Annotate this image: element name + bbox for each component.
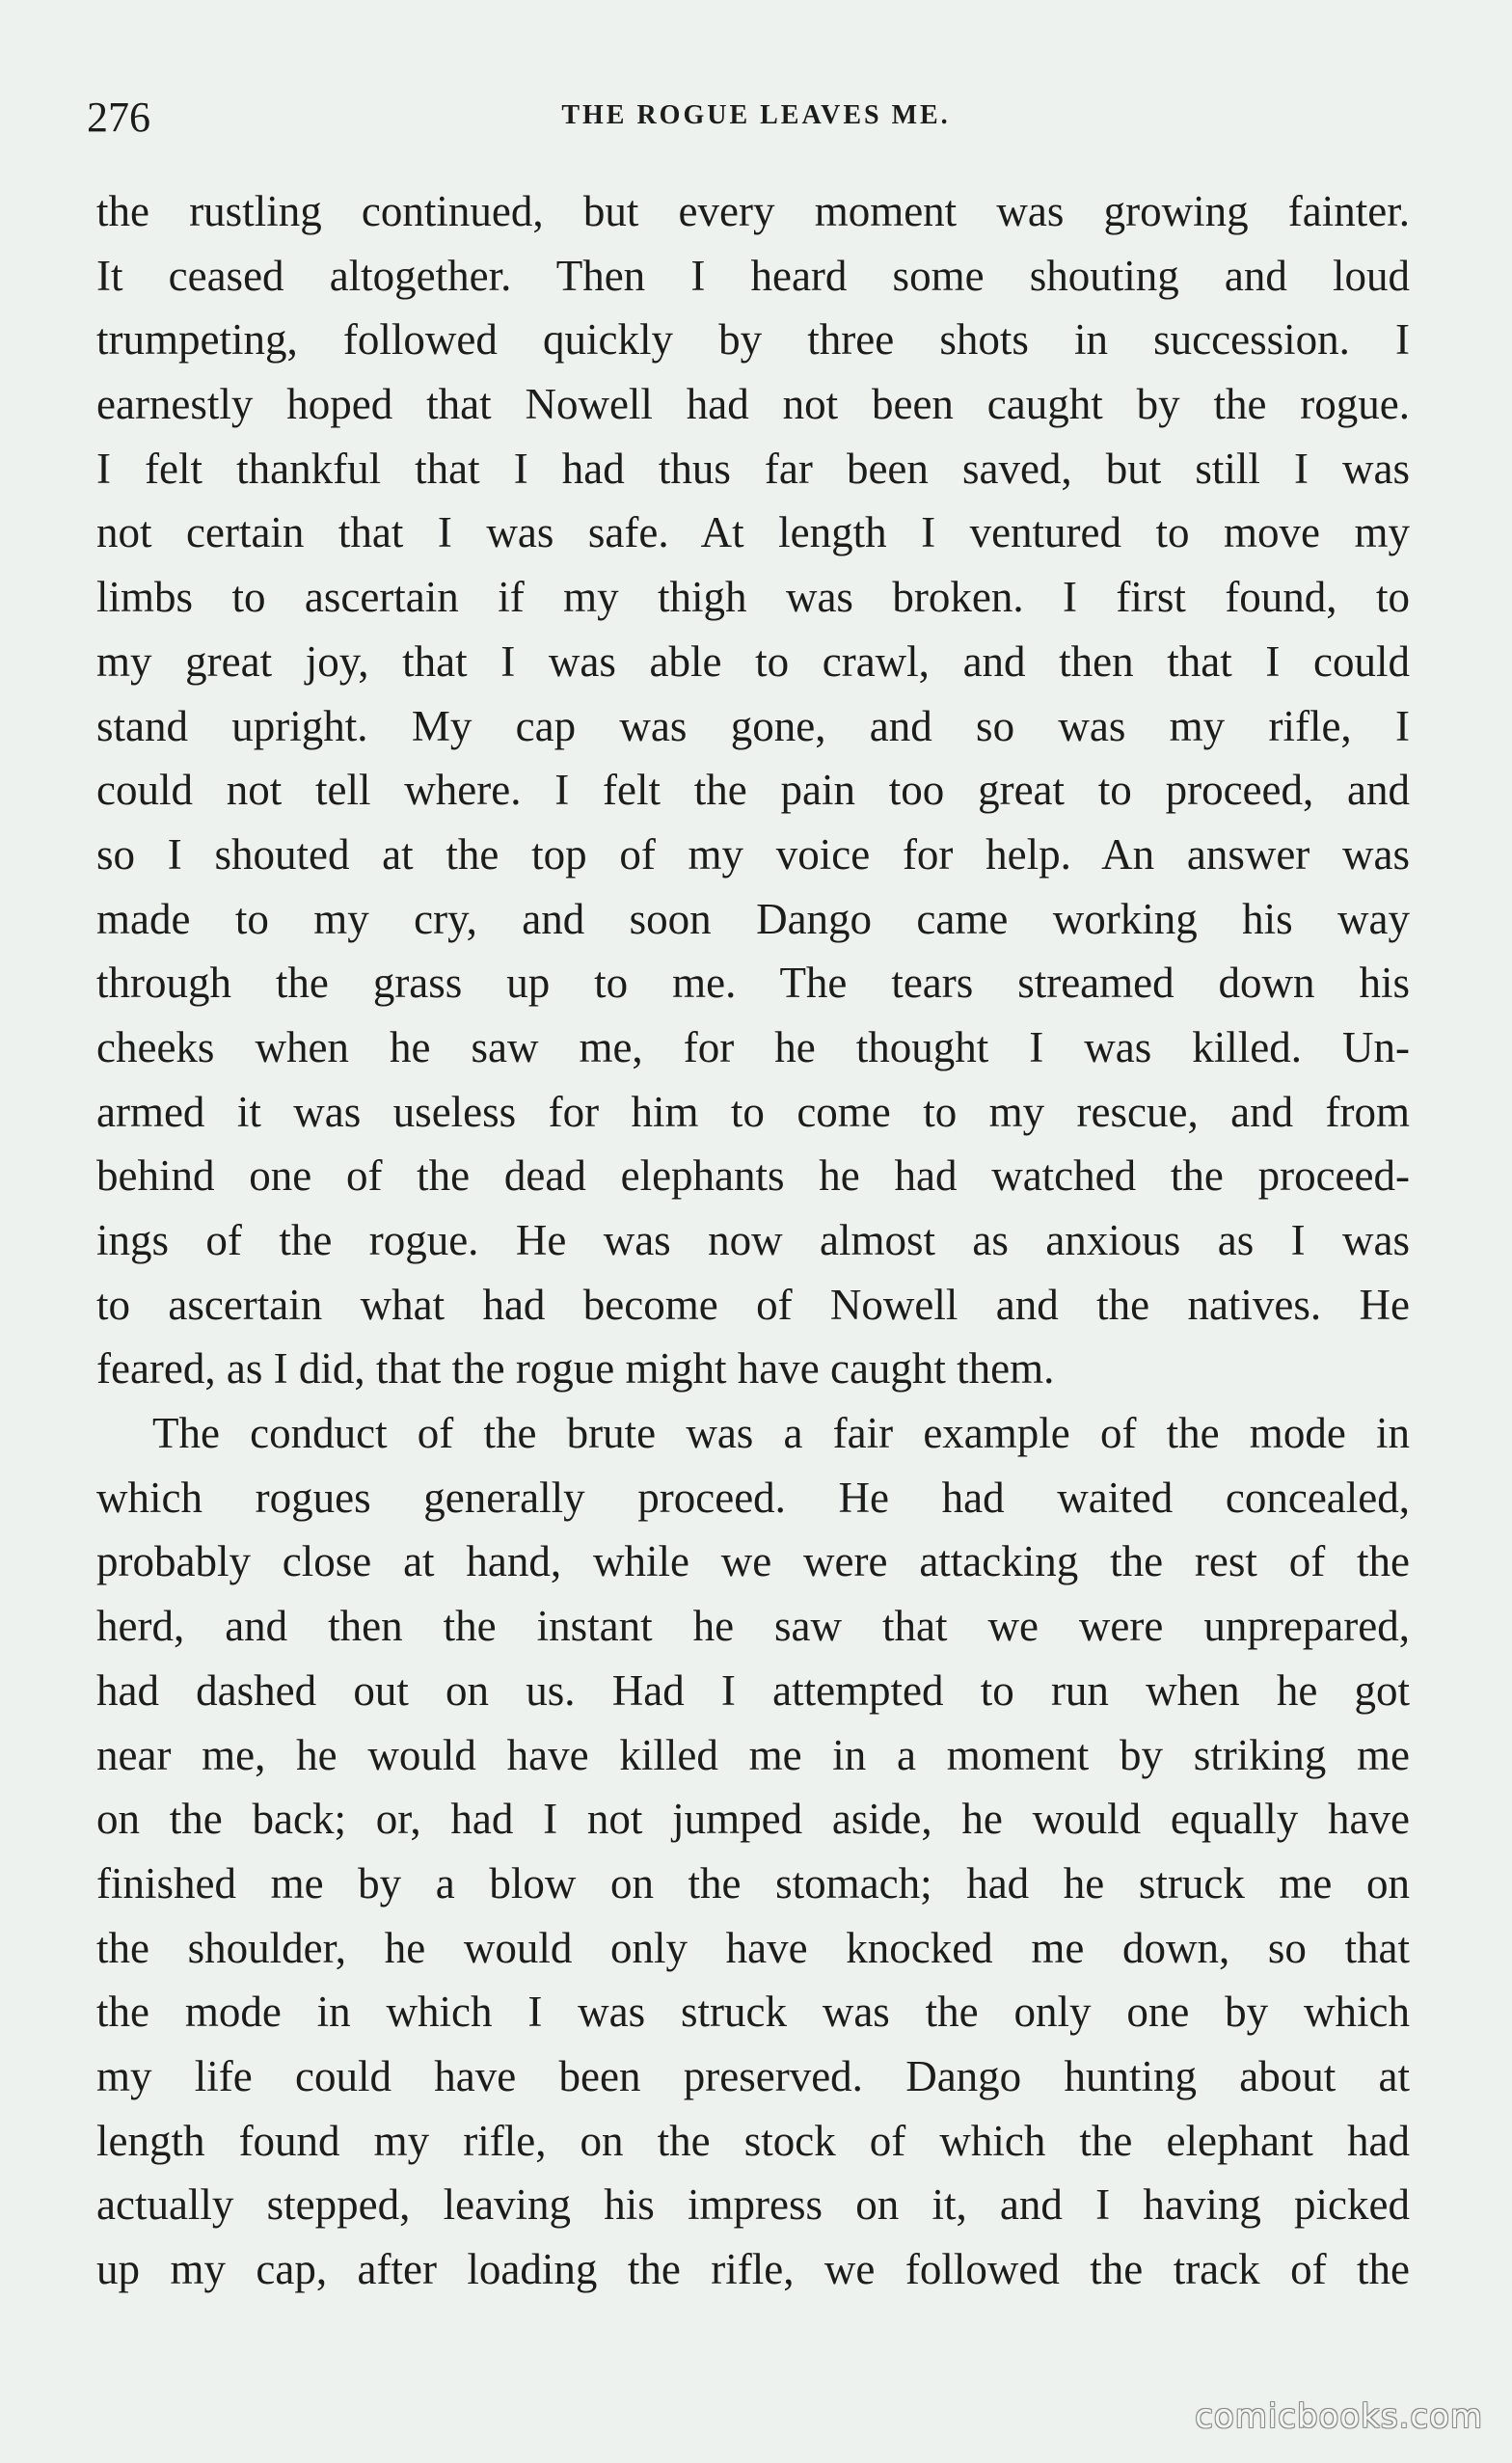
text-line: which rogues generally proceed. He had waited concealed, bbox=[96, 1473, 1410, 1522]
text-line: the mode in which I was struck was the only one by which bbox=[96, 1988, 1410, 2037]
text-line: not certain that I was safe. At length I ventured to move my bbox=[96, 508, 1410, 557]
text-line: It ceased altogether. Then I heard some shouting and loud bbox=[96, 251, 1410, 300]
text-line: near me, he would have killed me in a moment by striking me bbox=[96, 1730, 1410, 1779]
running-head: THE ROGUE LEAVES ME. bbox=[561, 100, 951, 130]
text-line: my great joy, that I was able to crawl, and then that I could bbox=[96, 636, 1410, 686]
text-line: armed it was useless for him to come to my rescue, and from bbox=[96, 1087, 1410, 1136]
text-line: I felt thankful that I had thus far been saved, but still I was bbox=[96, 444, 1410, 493]
text-line: length found my rifle, on the stock of which the elephant had bbox=[96, 2116, 1410, 2165]
text-line: so I shouted at the top of my voice for help. An answer was bbox=[96, 829, 1410, 879]
text-line: actually stepped, leaving his impress on it, and I having picked bbox=[96, 2180, 1410, 2230]
text-line: through the grass up to me. The tears streamed down his bbox=[96, 959, 1410, 1008]
text-line: made to my cry, and soon Dango came working his way bbox=[96, 894, 1410, 943]
text-line: the shoulder, he would only have knocked me down, so that bbox=[96, 1923, 1410, 1972]
text-line: the rustling continued, but every moment was growing fainter. bbox=[96, 187, 1410, 235]
text-line: my life could have been preserved. Dango hunting about at bbox=[96, 2051, 1410, 2100]
text-line: herd, and then the instant he saw that we were unprepared, bbox=[96, 1602, 1410, 1651]
text-line: limbs to ascertain if my thigh was broken. I first found, to bbox=[96, 573, 1410, 622]
text-line: stand upright. My cap was gone, and so was my rifle, I bbox=[96, 701, 1410, 750]
text-line: on the back; or, had I not jumped aside, he would equally have bbox=[96, 1795, 1410, 1844]
text-line: ings of the rogue. He was now almost as anxious as I was bbox=[96, 1216, 1410, 1264]
text-line: probably close at hand, while we were attacking the rest of the bbox=[96, 1537, 1410, 1586]
text-line: The conduct of the brute was a fair example of the mode in bbox=[152, 1409, 1410, 1458]
page-number: 276 bbox=[87, 94, 150, 141]
text-line: trumpeting, followed quickly by three shots in succession. I bbox=[96, 315, 1410, 365]
text-line: feared, as I did, that the rogue might have caught them. bbox=[96, 1344, 1055, 1394]
text-line: earnestly hoped that Nowell had not been caught by the rogue. bbox=[96, 380, 1410, 429]
text-line: behind one of the dead elephants he had watched the proceed- bbox=[96, 1151, 1410, 1201]
text-line: had dashed out on us. Had I attempted to run when he got bbox=[96, 1665, 1410, 1715]
text-line: to ascertain what had become of Nowell and the natives. He bbox=[96, 1280, 1410, 1329]
text-line: finished me by a blow on the stomach; had he struck me on bbox=[96, 1858, 1410, 1908]
text-line: cheeks when he saw me, for he thought I was killed. Un- bbox=[96, 1022, 1410, 1071]
body-text bbox=[96, 179, 1410, 2302]
watermark: comicbooks.com bbox=[1195, 2397, 1483, 2436]
text-line: up my cap, after loading the rifle, we followed the track of the bbox=[96, 2245, 1410, 2293]
text-line: could not tell where. I felt the pain too great to proceed, and bbox=[96, 766, 1410, 815]
